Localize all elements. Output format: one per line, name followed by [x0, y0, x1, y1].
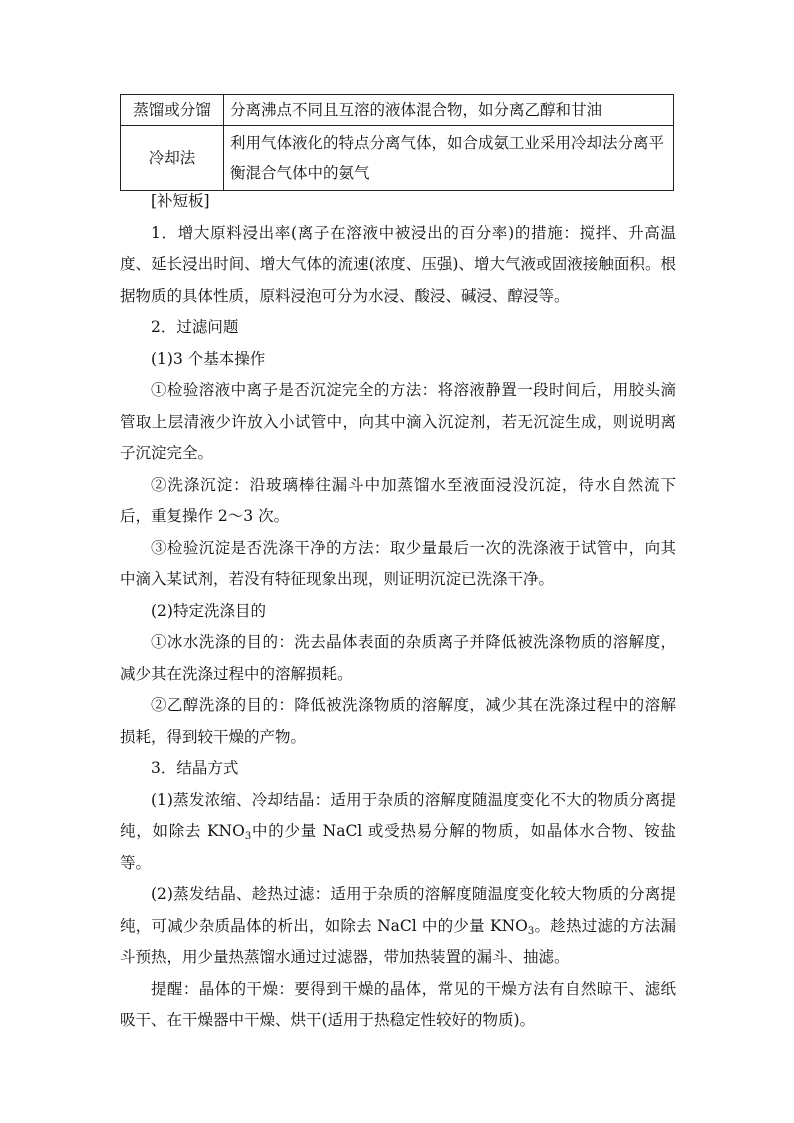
paragraph-cooling-crystallization — [120, 785, 676, 880]
separation-methods-table — [120, 94, 674, 191]
text-run: 。趁热过滤的方法漏斗预热，用少量热蒸馏水通过过滤器，带加热装置的漏斗、抽滤。 — [120, 916, 676, 966]
subscript: 3 — [244, 831, 252, 842]
table-row — [121, 126, 674, 191]
heading-crystallization: 3．结晶方式 — [151, 759, 239, 777]
paragraph-wash-precipitate: ②洗涤沉淀：沿玻璃棒往漏斗中加蒸馏水至液面浸没沉淀，待水自然流下后，重复操作 2～3 次。 — [120, 475, 676, 525]
paragraph-evaporative-crystallization — [120, 879, 676, 974]
table-cell-method: 冷却法 — [121, 126, 224, 191]
paragraph-leaching: 1．增大原料浸出率(离子在溶液中被浸出的百分率)的措施：搅拌、升高温度、延长浸出时间、增大气体的流速(浓度、压强)、增大气液或固液接触面积。根据物质的具体性质，原料浸泡可分为水浸、酸浸、碱浸、醇浸等。 — [120, 223, 676, 305]
heading-filtration: 2．过滤问题 — [151, 318, 239, 336]
text-run: (2)蒸发结晶、趁热过滤：适用于杂质的溶解度随温度变化较大物质的分离提纯，可减少杂质晶体的析出，如除去 NaCl 中的少量 KNO — [120, 885, 676, 935]
subheading-basic-operations: (1)3 个基本操作 — [151, 349, 266, 368]
table-cell-description: 利用气体液化的特点分离气体，如合成氨工业采用冷却法分离平衡混合气体中的氨气 — [224, 126, 674, 191]
table-row — [121, 95, 674, 126]
table-cell-description: 分离沸点不同且互溶的液体混合物，如分离乙醇和甘油 — [224, 95, 674, 126]
paragraph-check-washing: ③检验沉淀是否洗涤干净的方法：取少量最后一次的洗涤液于试管中，向其中滴入某试剂，若没有特征现象出现，则证明沉淀已洗涤干净。 — [120, 538, 676, 588]
subscript: 3 — [527, 925, 535, 937]
table-cell-method: 蒸馏或分馏 — [121, 95, 224, 126]
subheading-washing-purpose: (2)特定洗涤目的 — [151, 601, 266, 620]
paragraph-ethanol-washing: ②乙醇洗涤的目的：降低被洗涤物质的溶解度，减少其在洗涤过程中的溶解损耗，得到较干燥的产物。 — [120, 696, 676, 746]
paragraph-check-precipitation: ①检验溶液中离子是否沉淀完全的方法：将溶液静置一段时间后，用胶头滴管取上层清液少许放入小试管中，向其中滴入沉淀剂，若无沉淀生成，则说明离子沉淀完全。 — [120, 381, 676, 462]
paragraph-ice-water-washing: ①冰水洗涤的目的：洗去晶体表面的杂质离子并降低被洗涤物质的溶解度，减少其在洗涤过程中的溶解损耗。 — [120, 633, 676, 683]
paragraph-drying-tip: 提醒：晶体的干燥：要得到干燥的晶体，常见的干燥方法有自然晾干、滤纸吸干、在干燥器中干燥、烘干(适用于热稳定性较好的物质)。 — [120, 979, 676, 1029]
supplement-section — [120, 186, 676, 1037]
text-run: (1)蒸发浓缩、冷却结晶：适用于杂质的溶解度随温度变化不大的物质分离提纯，如除去 KNO — [120, 790, 676, 840]
text-run: 中的少量 NaCl 或受热易分解的物质，如晶体水合物、铵盐等。 — [120, 822, 677, 872]
section-title: [补短板] — [151, 192, 210, 210]
